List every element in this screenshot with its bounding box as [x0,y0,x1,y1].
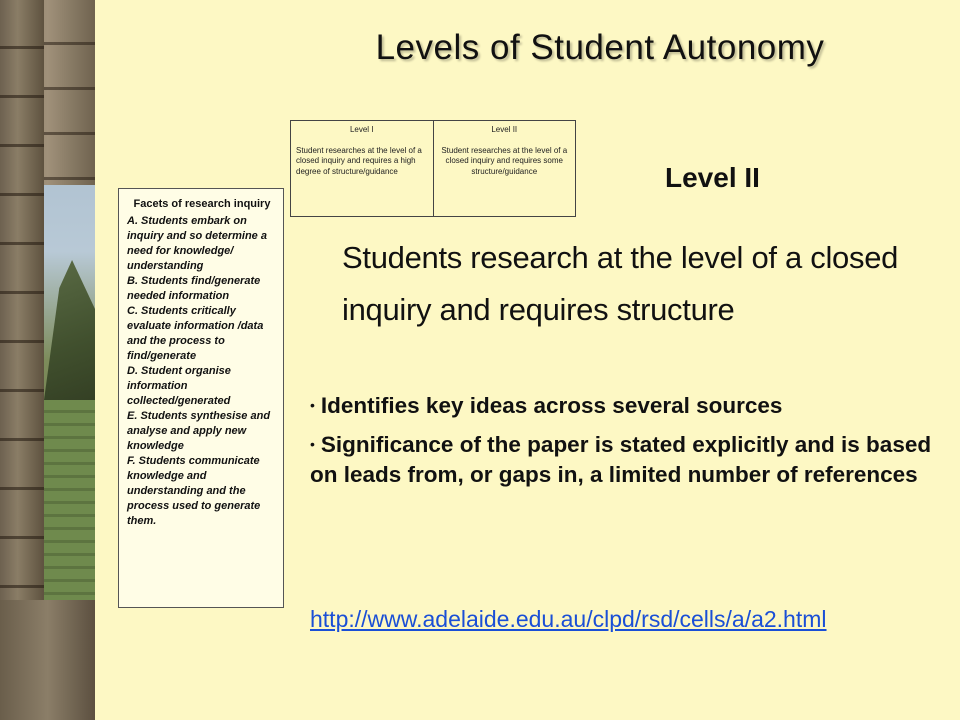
level-heading: Level II [665,162,760,193]
level-table-cell-1 [291,121,434,216]
terraces [44,400,95,620]
reference-link[interactable]: http://www.adelaide.edu.au/clpd/rsd/cells/a/a2.html [310,606,827,632]
level-description: Students research at the level of a closed inquiry and requires structure [342,240,899,327]
facets-title: Facets of research inquiry [133,198,271,210]
level-table-cell-2 [434,121,576,216]
level-table-heading-1: Level I [349,125,374,134]
level-table [290,120,576,217]
mountain-silhouette [44,260,95,400]
facet-item: E. Students synthesise and analyse and apply new knowledge [127,410,271,452]
stone-wall-bottom [0,600,95,720]
bullet-dot-icon: • [310,397,315,413]
bullet-dot-icon: • [310,436,315,452]
level-table-text-1: Student researches at the level of a closed inquiry and requires a high degree of structure/guidance [296,145,422,176]
facet-item: C. Students critically evaluate information /data and the process to find/generate [127,305,264,362]
facet-item: B. Students find/generate needed information [127,275,261,302]
bullet-item [310,429,940,490]
slide-title: Levels of Student Autonomy [375,28,825,67]
level-table-heading-2: Level II [491,125,518,134]
bullet-text: Significance of the paper is stated explicitly and is based on leads from, or gaps in, a limited number of references [310,432,932,487]
level-table-text-2: Student researches at the level of a closed inquiry and requires some structure/guidance [441,145,568,176]
bullet-item [310,390,940,421]
facet-item: F. Students communicate knowledge and understanding and the process used to generate them. [127,455,261,527]
facets-box [118,188,284,608]
facet-item: A. Students embark on inquiry and so determine a need for knowledge/ understanding [127,215,267,272]
facet-item: D. Student organise information collected/generated [127,365,231,407]
bullet-text: Identifies key ideas across several sources [320,393,783,418]
bullet-list [310,390,940,498]
decorative-photo-strip [0,0,95,720]
